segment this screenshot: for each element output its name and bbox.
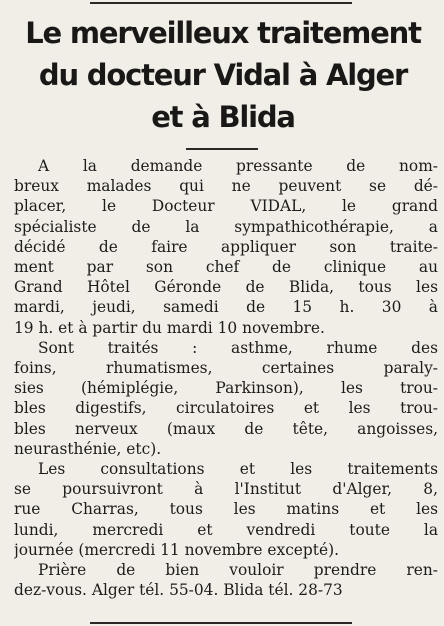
text-line: 19 h. et à partir du mardi 10 novembre. — [14, 318, 325, 337]
headline-line: et à Blida — [151, 100, 295, 134]
text-line: dez-vous. Alger tél. 55-04. Blida tél. 28-73 — [14, 581, 343, 600]
paragraph-announcement — [14, 156, 438, 338]
text-line: sies (hémiplégie, Parkinson), les trou- — [14, 379, 438, 398]
paragraph-consultations — [14, 459, 438, 560]
paragraph-conditions — [14, 338, 438, 459]
text-line: mardi, jeudi, samedi de 15 h. 30 à — [14, 298, 438, 317]
bottom-rule — [90, 622, 352, 624]
text-line: breux malades qui ne peuvent se dé- — [14, 177, 438, 196]
text-line: bles nerveux (maux de tête, angoisses, — [14, 419, 438, 438]
article-body — [14, 156, 438, 600]
headline — [14, 12, 432, 138]
top-rule — [90, 2, 352, 4]
text-line: A la demande pressante de nom- — [38, 157, 438, 175]
paragraph-appointment — [14, 560, 438, 600]
text-line: rue Charras, tous les matins et les — [14, 500, 438, 519]
text-line: placer, le Docteur VIDAL, le grand — [14, 197, 438, 216]
text-line: se poursuivront à l'Institut d'Alger, 8, — [14, 480, 438, 499]
text-line: lundi, mercredi et vendredi toute la — [14, 520, 438, 539]
text-line: journée (mercredi 11 novembre excepté). — [14, 540, 339, 559]
text-line: Prière de bien vouloir prendre ren- — [38, 561, 438, 580]
text-line: Grand Hôtel Géronde de Blida, tous les — [14, 278, 438, 297]
headline-line: du docteur Vidal à Alger — [38, 58, 408, 92]
text-line: Les consultations et les traitements — [38, 460, 438, 479]
text-line: ment par son chef de clinique au — [14, 258, 438, 277]
headline-separator-rule — [186, 148, 258, 150]
text-line: neurasthénie, etc). — [14, 439, 162, 458]
text-line: décidé de faire appliquer son traite- — [14, 237, 438, 256]
text-line: spécialiste de la sympathicothérapie, a — [14, 217, 438, 236]
text-line: bles digestifs, circulatoires et les trou- — [14, 399, 438, 418]
text-line: Sont traités : asthme, rhume des — [38, 338, 438, 357]
headline-line: Le merveilleux traitement — [25, 16, 421, 50]
text-line: foins, rhumatismes, certaines paraly- — [14, 359, 438, 378]
